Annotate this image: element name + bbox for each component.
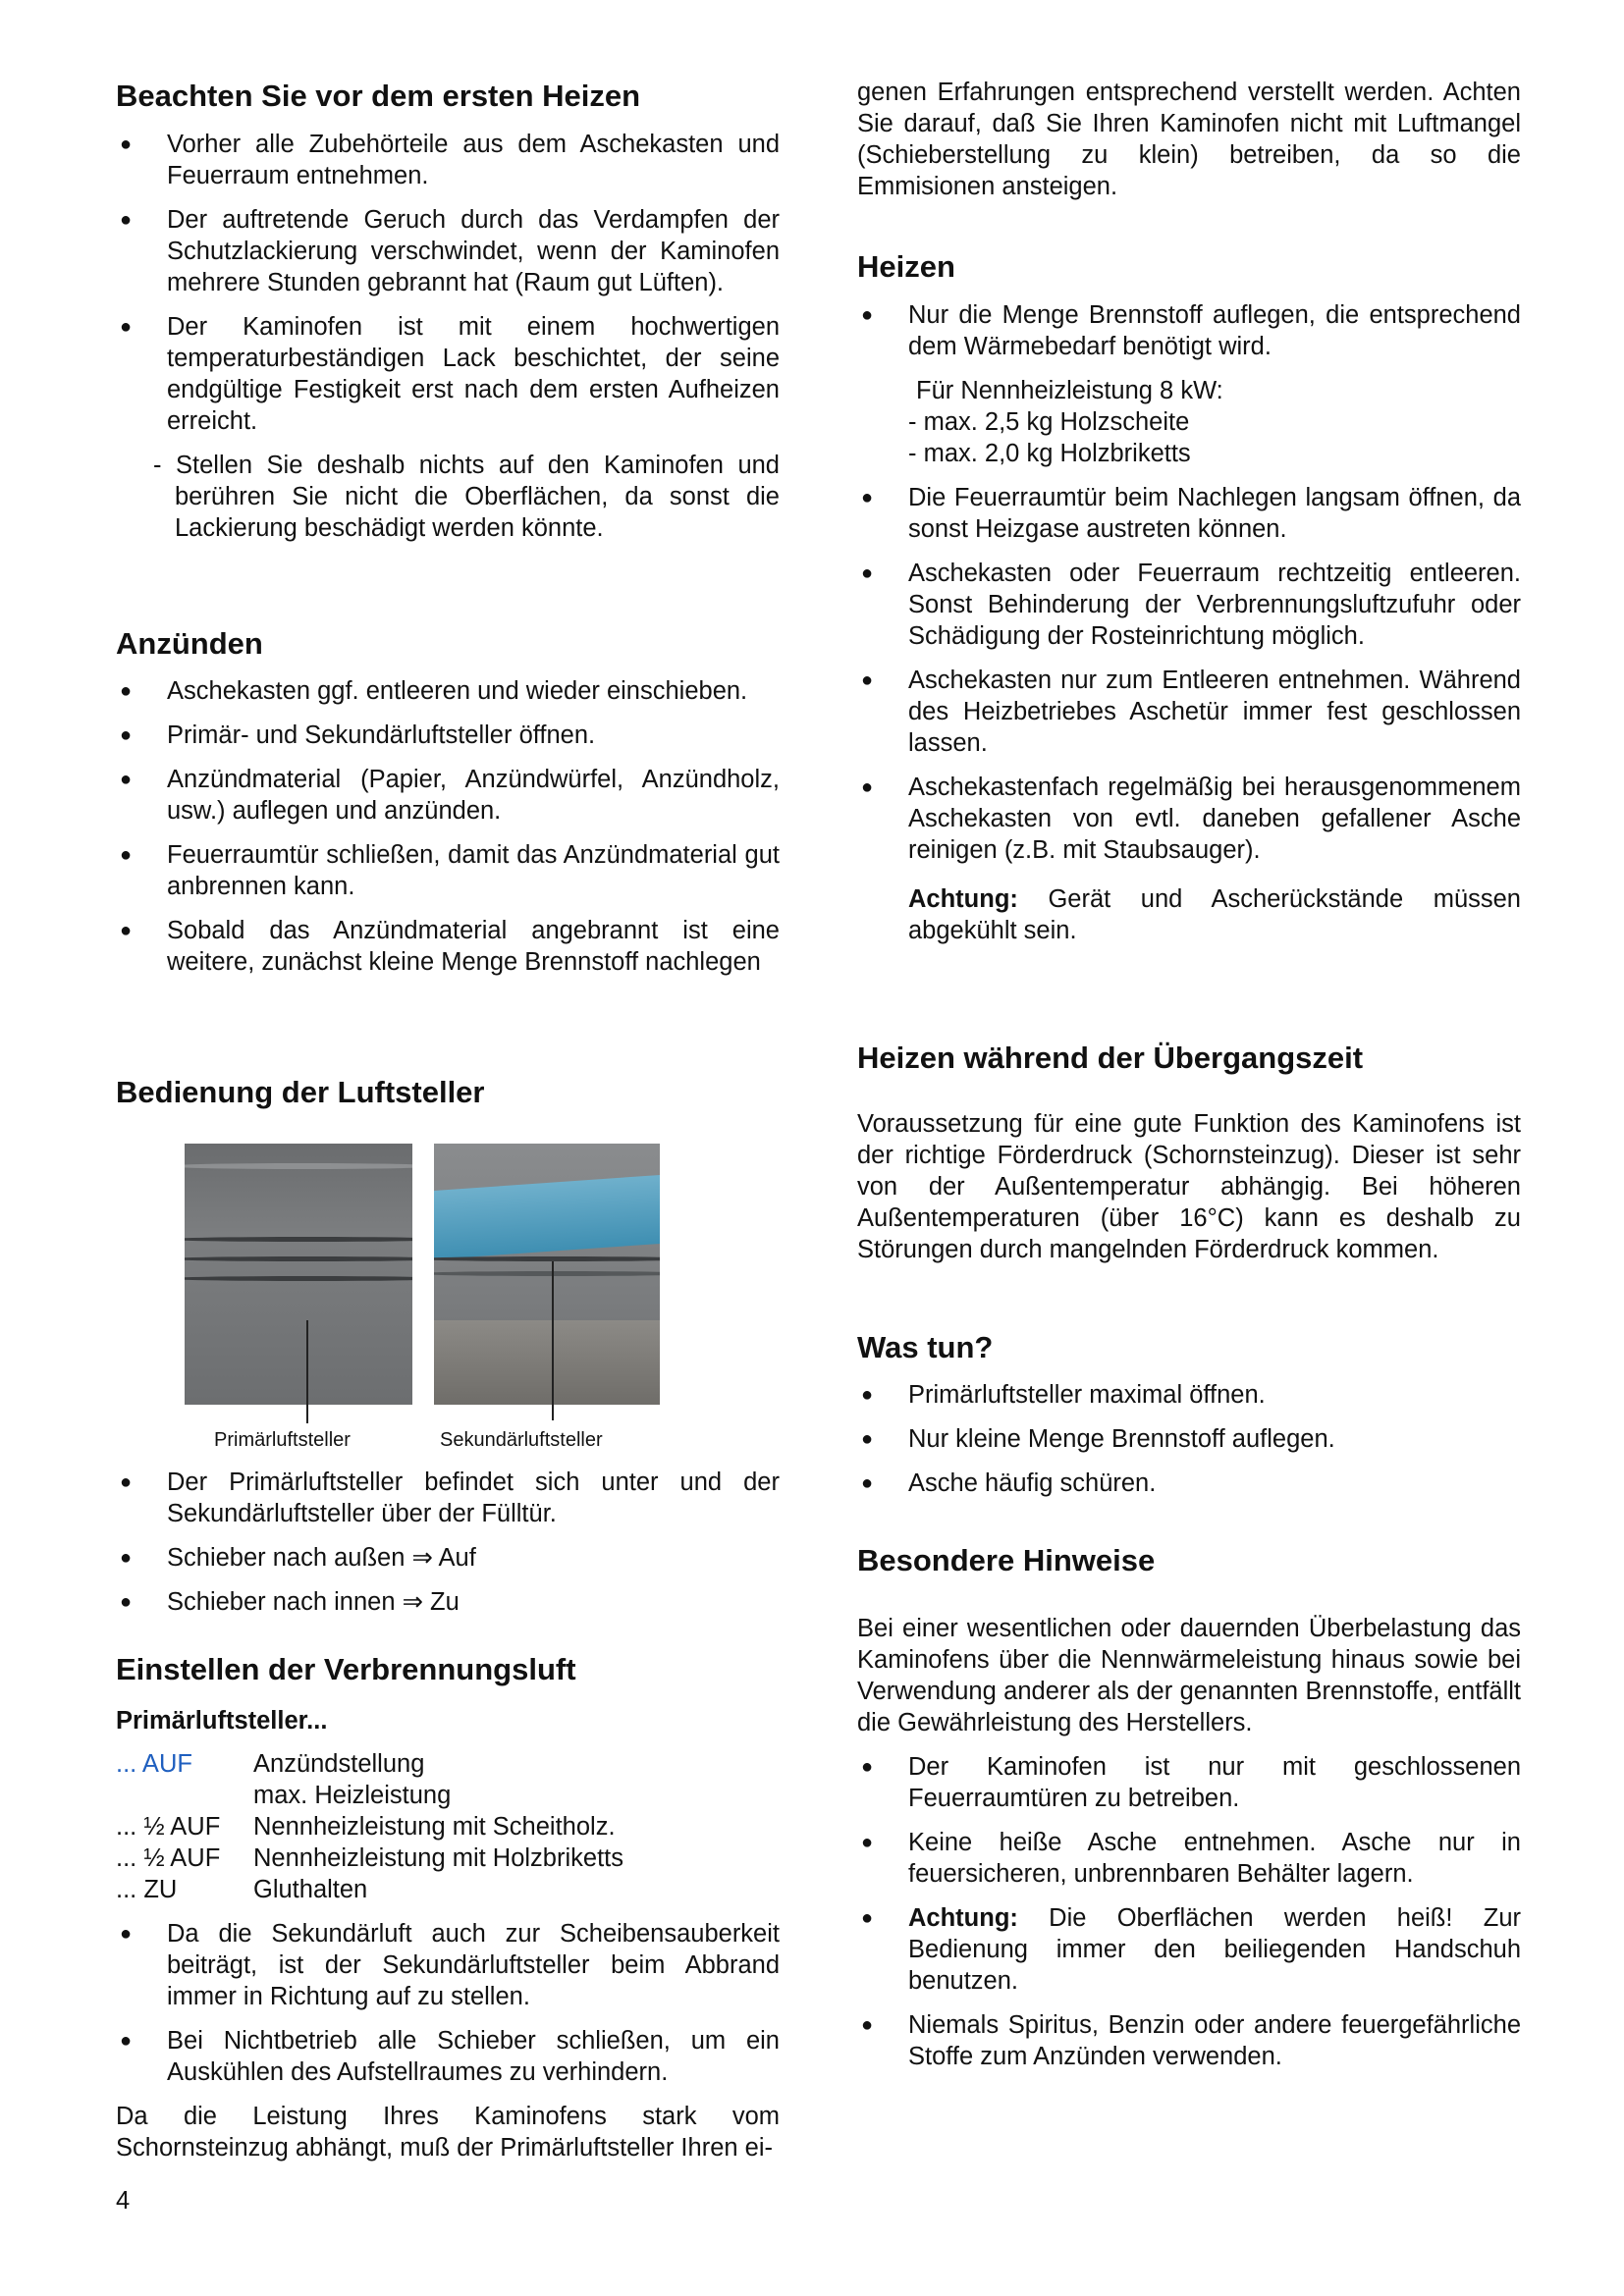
setting-key	[116, 1780, 253, 1811]
list-item: ● Schieber nach außen ⇒ Auf	[116, 1542, 780, 1574]
list-item	[857, 1902, 1521, 1997]
setting-value: Nennheizleistung mit Scheitholz.	[253, 1813, 616, 1841]
setting-value: Nennheizleistung mit Holzbriketts	[253, 1844, 623, 1872]
performance-paragraph: Da die Leistung Ihres Kaminofens stark vom Schornsteinzug abhängt, muß der Primärluftsteller Ihren ei-	[116, 2103, 780, 2162]
heading-heating: Heizen	[857, 249, 955, 284]
setting-value: max. Heizleistung	[253, 1782, 452, 1809]
heading-special-notes: Besondere Hinweise	[857, 1543, 1156, 1577]
secondary-air-photo	[434, 1144, 660, 1405]
list-item: ● Primär- und Sekundärluftsteller öffnen.	[116, 720, 780, 751]
air-controls-content	[116, 1467, 780, 1630]
load-limits-title: Für Nennheizleistung 8 kW:	[916, 377, 1223, 404]
combustion-air-content	[116, 1705, 780, 2163]
continued-paragraph: genen Erfahrungen entsprechend verstellt werden. Achten Sie darauf, daß Sie Ihren Kaminofen nicht mit Luftmangel (Schieberstellung zu klein) betreiben, da so die Emmisionen ansteigen.	[857, 79, 1521, 200]
heading-first-heating: Beachten Sie vor dem ersten Heizen	[116, 79, 641, 113]
heading-what-to-do: Was tun?	[857, 1330, 994, 1364]
list-item: ● Schieber nach innen ⇒ Zu	[116, 1586, 780, 1618]
special-notes-content	[857, 1613, 1521, 2085]
list-item: ● Bei Nichtbetrieb alle Schieber schließen, um ein Auskühlen des Aufstellraumes zu verhindern.	[116, 2025, 780, 2088]
heading-combustion-air: Einstellen der Verbrennungsluft	[116, 1652, 576, 1686]
list-item: ● Der Kaminofen ist mit einem hochwertigen temperaturbeständigen Lack beschichtet, der seine endgültige Festigkeit erst nach dem ersten Aufheizen erreicht.	[116, 311, 780, 437]
list-item: ● Die Feuerraumtür beim Nachlegen langsam öffnen, da sonst Heizgase austreten können.	[857, 482, 1521, 545]
what-to-do-content	[857, 1379, 1521, 1512]
list-item: ● Nur kleine Menge Brennstoff auflegen.	[857, 1423, 1521, 1455]
load-limit-logs: - max. 2,5 kg Holzscheite	[908, 408, 1190, 436]
list-item: ● Primärluftsteller maximal öffnen.	[857, 1379, 1521, 1411]
list-item: ● Der Primärluftsteller befindet sich unter und der Sekundärluftsteller über der Fülltür.	[116, 1467, 780, 1529]
setting-key: ... AUF	[116, 1750, 192, 1778]
secondary-leader-line	[552, 1261, 554, 1420]
dash-note: - Stellen Sie deshalb nichts auf den Kaminofen und berühren Sie nicht die Oberflächen, da sonst die Lackierung beschädigt werden könnte.	[153, 452, 780, 542]
continued-paragraph-block	[857, 77, 1521, 202]
setting-key: ... ½ AUF	[116, 1844, 221, 1872]
transition-paragraph: Voraussetzung für eine gute Funktion des Kaminofens ist der richtige Förderdruck (Schornsteinzug). Dieser ist sehr von der Außentemperatur abhängig. Bei höheren Außentemperaturen (über 16°C) kann es deshalb zu Störungen durch mangelnden Förderdruck kommen.	[857, 1110, 1521, 1263]
list-item: ● Keine heiße Asche entnehmen. Asche nur in feuersicheren, unbrennbaren Behälter lagern.	[857, 1827, 1521, 1890]
load-limits	[857, 375, 1521, 469]
list-item: ● Der auftretende Geruch durch das Verdampfen der Schutzlackierung verschwindet, wenn der Kaminofen mehrere Stunden gebrannt hat (Raum gut Lüften).	[116, 204, 780, 298]
load-limit-briquettes: - max. 2,0 kg Holzbriketts	[908, 440, 1191, 467]
primary-air-photo	[185, 1144, 412, 1405]
list-item: ● Asche häufig schüren.	[857, 1468, 1521, 1499]
heading-air-controls: Bedienung der Luftsteller	[116, 1075, 485, 1109]
settings-table	[116, 1748, 780, 1905]
list-item: ● Aschekasten oder Feuerraum rechtzeitig entleeren. Sonst Behinderung der Verbrennungsluftzufuhr oder Schädigung der Rosteinrichtung möglich.	[857, 558, 1521, 652]
list-item: ● Feuerraumtür schließen, damit das Anzündmaterial gut anbrennen kann.	[116, 839, 780, 902]
list-item: ● Nur die Menge Brennstoff auflegen, die entsprechend dem Wärmebedarf benötigt wird.	[857, 299, 1521, 362]
primary-leader-line	[306, 1320, 308, 1423]
warning-text: Die Oberflächen werden heiß! Zur Bedienung immer den beiliegenden Handschuh benutzen.	[908, 1904, 1521, 1995]
setting-value: Gluthalten	[253, 1876, 368, 1903]
warning-ash	[857, 883, 1521, 946]
list-item: ● Vorher alle Zubehörteile aus dem Aschekasten und Feuerraum entnehmen.	[116, 129, 780, 191]
first-heating-content	[116, 129, 780, 544]
warning-label: Achtung:	[908, 1904, 1018, 1932]
transition-content	[857, 1108, 1521, 1265]
setting-key: ... ½ AUF	[116, 1813, 221, 1841]
ignition-content	[116, 675, 780, 990]
warning-label: Achtung:	[908, 885, 1018, 913]
list-item: ● Niemals Spiritus, Benzin oder andere feuergefährliche Stoffe zum Anzünden verwenden.	[857, 2009, 1521, 2072]
setting-key: ... ZU	[116, 1876, 178, 1903]
page-number: 4	[116, 2187, 131, 2215]
heating-content	[857, 299, 1521, 946]
setting-value: Anzündstellung	[253, 1750, 425, 1778]
caption-secondary: Sekundärluftsteller	[440, 1429, 603, 1451]
list-item: ● Sobald das Anzündmaterial angebrannt ist eine weitere, zunächst kleine Menge Brennstoff nachlegen	[116, 915, 780, 978]
warning-text: Gerät und Ascherückstände müssen abgekühlt sein.	[908, 885, 1521, 944]
list-item: ● Aschekasten nur zum Entleeren entnehmen. Während des Heizbetriebes Aschetür immer fest geschlossen lassen.	[857, 665, 1521, 759]
subheading-primary: Primärluftsteller...	[116, 1707, 328, 1735]
list-item: ● Aschekasten ggf. entleeren und wieder einschieben.	[116, 675, 780, 707]
list-item: ● Aschekastenfach regelmäßig bei herausgenommenem Aschekasten von evtl. daneben gefallener Asche reinigen (z.B. mit Staubsauger).	[857, 772, 1521, 866]
list-item: ● Der Kaminofen ist nur mit geschlossenen Feuerraumtüren zu betreiben.	[857, 1751, 1521, 1814]
heading-transition-heating: Heizen während der Übergangszeit	[857, 1041, 1364, 1075]
warranty-paragraph: Bei einer wesentlichen oder dauernden Überbelastung das Kaminofens über die Nennwärmeleistung hinaus sowie bei Verwendung anderer als der genannten Brennstoffe, entfällt die Gewährleistung des Herstellers.	[857, 1615, 1521, 1736]
list-item: ● Anzündmaterial (Papier, Anzündwürfel, Anzündholz, usw.) auflegen und anzünden.	[116, 764, 780, 827]
list-item: ● Da die Sekundärluft auch zur Scheibensauberkeit beiträgt, ist der Sekundärluftsteller beim Abbrand immer in Richtung auf zu stellen.	[116, 1918, 780, 2012]
heading-ignition: Anzünden	[116, 626, 263, 661]
caption-primary: Primärluftsteller	[214, 1429, 351, 1451]
